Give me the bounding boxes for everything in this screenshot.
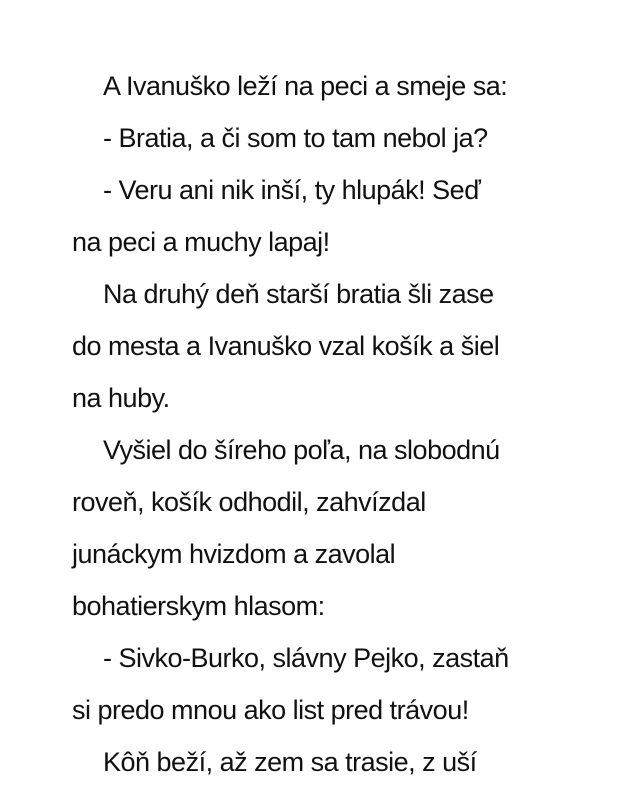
text-line-11: bohatierskym hlasom: bbox=[72, 591, 325, 621]
text-line-7: na huby. bbox=[72, 383, 170, 413]
text-line-3: - Veru ani nik inší, ty hlupák! Seď bbox=[103, 175, 481, 205]
text-line-14: Kôň beží, až zem sa trasie, z uší bbox=[103, 747, 477, 777]
text-line-9: roveň, košík odhodil, zahvízdal bbox=[72, 487, 426, 517]
text-line-2: - Bratia, a či som to tam nebol ja? bbox=[103, 123, 488, 153]
text-line-10: junáckym hvizdom a zavolal bbox=[72, 539, 396, 569]
text-line-13: si predo mnou ako list pred trávou! bbox=[72, 695, 469, 725]
text-line-12: - Sivko-Burko, slávny Pejko, zastaň bbox=[103, 643, 509, 673]
text-line-5: Na druhý deň starší bratia šli zase bbox=[103, 279, 494, 309]
text-line-1: A Ivanuško leží na peci a smeje sa: bbox=[103, 71, 508, 101]
text-line-6: do mesta a Ivanuško vzal košík a šiel bbox=[72, 331, 500, 361]
text-line-4: na peci a muchy lapaj! bbox=[72, 227, 330, 257]
text-line-8: Vyšiel do šíreho poľa, na slobodnú bbox=[103, 435, 500, 465]
